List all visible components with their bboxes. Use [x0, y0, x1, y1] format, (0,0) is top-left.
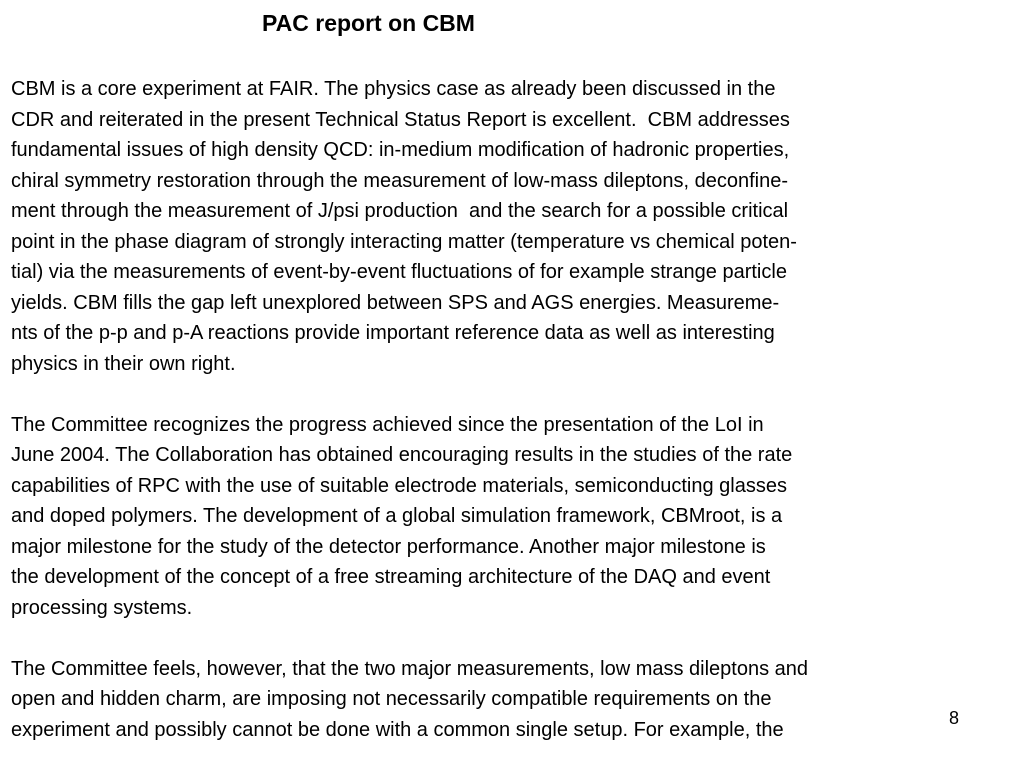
- text-line: physics in their own right.: [11, 352, 236, 375]
- text-line: fundamental issues of high density QCD: in-medium modification of hadronic properties,: [11, 139, 790, 161]
- text-line: June 2004. The Collaboration has obtained encouraging results in the studies of the rate: [11, 444, 793, 466]
- paragraph-progress: [11, 410, 1024, 624]
- text-line: and doped polymers. The development of a global simulation framework, CBMroot, is a: [11, 505, 783, 527]
- paragraph-concerns: [11, 654, 1024, 746]
- text-line: capabilities of RPC with the use of suitable electrode materials, semiconducting glasses: [11, 474, 787, 497]
- text-line: experiment and possibly cannot be done with a common single setup. For example, the: [11, 718, 784, 741]
- paragraph-spacer: [11, 379, 1024, 410]
- text-line: The Committee feels, however, that the two major measurements, low mass dileptons and: [11, 657, 809, 680]
- text-line: CDR and reiterated in the present Technical Status Report is excellent. CBM addresses: [11, 108, 790, 131]
- text-line: ment through the measurement of J/psi production and the search for a possible critical: [11, 200, 789, 222]
- text-line: point in the phase diagram of strongly interacting matter (temperature vs chemical poten-: [11, 230, 797, 253]
- text-line: open and hidden charm, are imposing not necessarily compatible requirements on the: [11, 688, 772, 710]
- page-title: PAC report on CBM: [262, 10, 475, 36]
- text-line: nts of the p-p and p-A reactions provide important reference data as well as interesting: [11, 322, 775, 344]
- text-line: The Committee recognizes the progress achieved since the presentation of the LoI in: [11, 413, 764, 436]
- report-body: [11, 74, 1024, 745]
- text-line: tial) via the measurements of event-by-event fluctuations of for example strange particle: [11, 261, 787, 283]
- text-line: processing systems.: [11, 596, 193, 619]
- text-line: yields. CBM fills the gap left unexplored between SPS and AGS energies. Measureme-: [11, 291, 780, 314]
- page-number: 8: [949, 708, 960, 728]
- text-line: chiral symmetry restoration through the measurement of low-mass dileptons, deconfine-: [11, 169, 789, 192]
- text-line: CBM is a core experiment at FAIR. The physics case as already been discussed in the: [11, 78, 776, 100]
- paragraph-spacer: [11, 623, 1024, 654]
- text-line: major milestone for the study of the detector performance. Another major milestone is: [11, 535, 766, 558]
- text-line: the development of the concept of a free streaming architecture of the DAQ and event: [11, 566, 771, 588]
- paragraph-physics-case: [11, 74, 1024, 379]
